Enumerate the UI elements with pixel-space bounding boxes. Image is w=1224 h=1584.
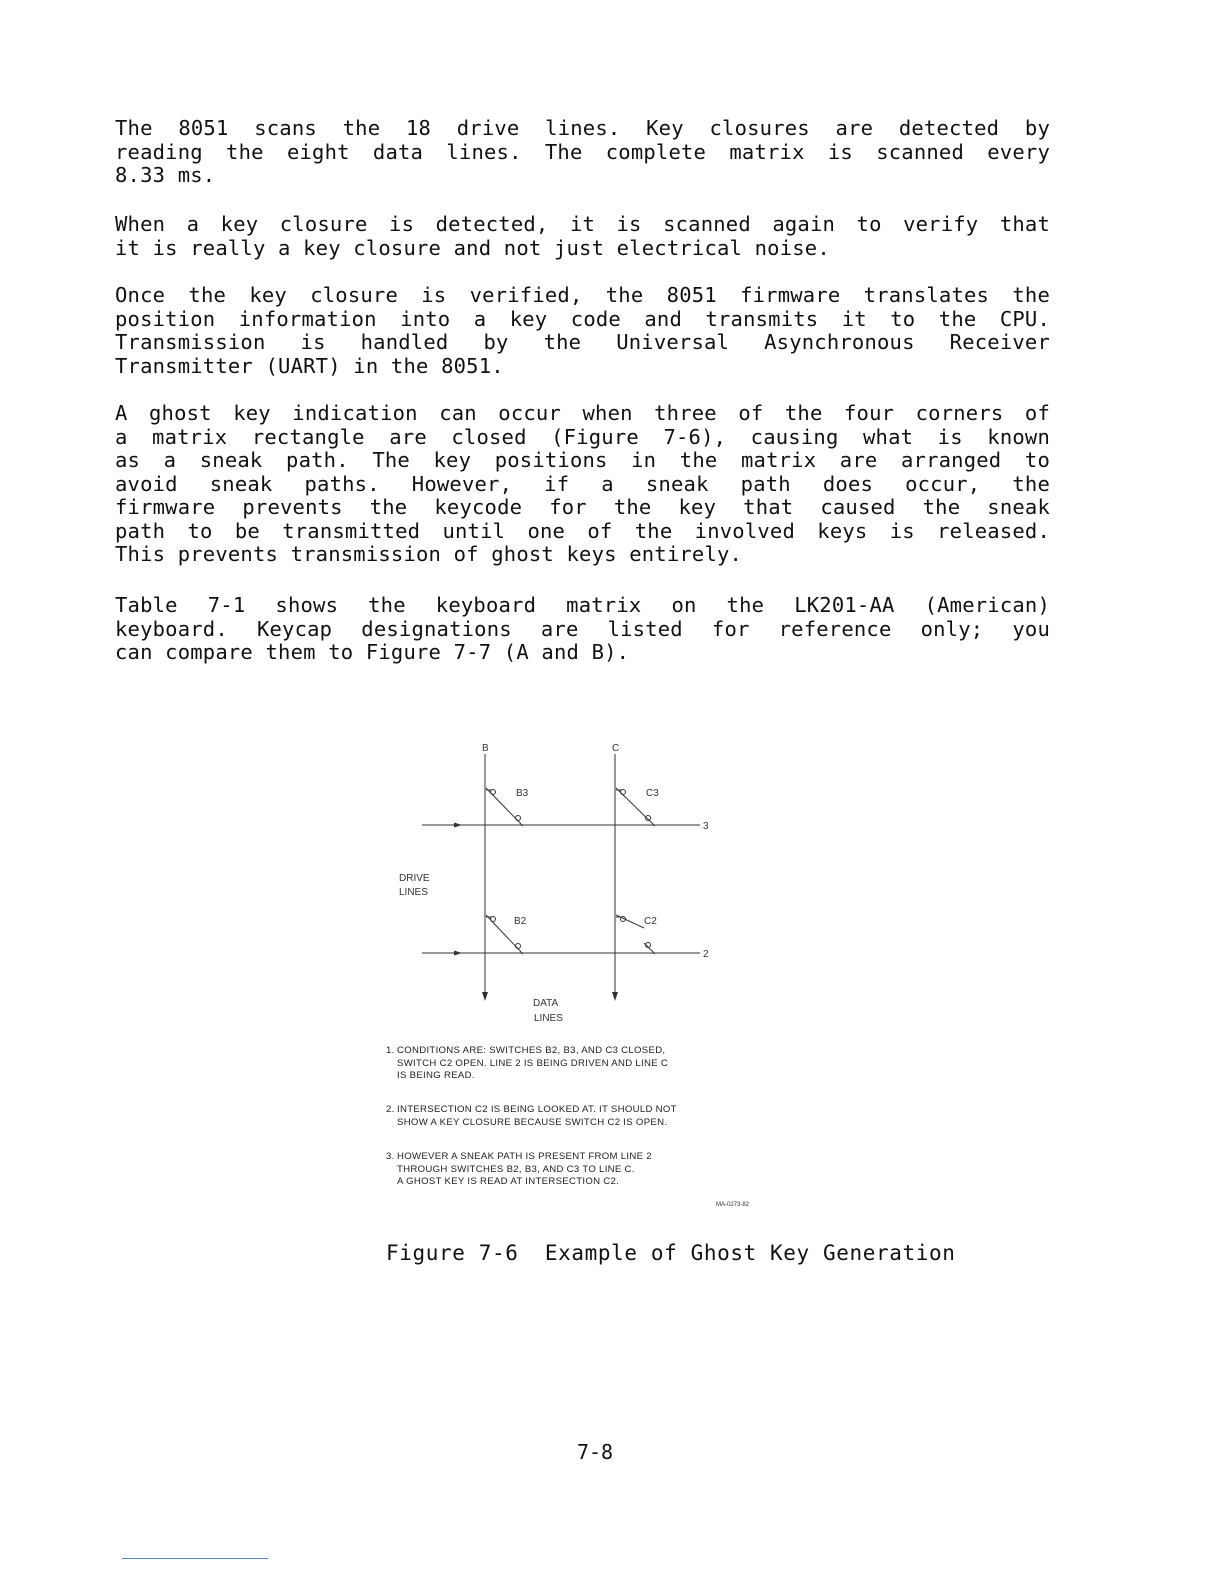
note-line: INTERSECTION C2 IS BEING LOOKED AT. IT SHOULD NOT xyxy=(397,1104,677,1115)
paragraph-4 xyxy=(115,402,1050,567)
matrix-schematic xyxy=(380,738,800,1038)
ghost-key-diagram xyxy=(380,738,800,1218)
note-number: 3. xyxy=(386,1151,395,1162)
note-line: SHOW A KEY CLOSURE BECAUSE SWITCH C2 IS OPEN. xyxy=(397,1116,668,1128)
switch-label-c3: C3 xyxy=(646,788,659,799)
note-line: SWITCH C2 OPEN. LINE 2 IS BEING DRIVEN AND LINE C xyxy=(397,1057,669,1069)
paragraph-5 xyxy=(115,594,1050,665)
drive-label-line2: LINES xyxy=(399,887,428,898)
row-label-2: 2 xyxy=(703,949,709,960)
footer-rule xyxy=(122,1558,268,1559)
text-line: A ghost key indication can occur when three of the four corners of xyxy=(115,401,1050,425)
switch-label-b3: B3 xyxy=(516,788,529,799)
column-label-c: C xyxy=(612,743,620,754)
note-line: HOWEVER A SNEAK PATH IS PRESENT FROM LINE 2 xyxy=(397,1151,652,1162)
switch-label-b2: B2 xyxy=(514,916,527,927)
page-number: 7-8 xyxy=(576,1440,614,1464)
note-line: CONDITIONS ARE: SWITCHES B2, B3, AND C3 CLOSED, xyxy=(397,1045,666,1056)
text-line: keyboard. Keycap designations are listed for reference only; you xyxy=(115,616,1050,641)
note-line: A GHOST KEY IS READ AT INTERSECTION C2. xyxy=(397,1176,620,1187)
text-line: Transmitter (UART) in the 8051. xyxy=(115,353,504,378)
text-line: This prevents transmission of ghost keys entirely. xyxy=(115,542,743,566)
paragraph-2 xyxy=(115,213,1050,260)
switch-label-c2: C2 xyxy=(644,916,657,927)
text-line: When a key closure is detected, it is scanned again to verify that xyxy=(115,212,1050,236)
text-line: a matrix rectangle are closed (Figure 7-6), causing what is known xyxy=(115,424,1050,449)
text-line: avoid sneak paths. However, if a sneak path does occur, the xyxy=(115,471,1050,496)
text-line: as a sneak path. The key positions in the matrix are arranged to xyxy=(115,448,1050,472)
figure-note-3 xyxy=(386,1151,786,1189)
text-line: Once the key closure is verified, the 8051 firmware translates the xyxy=(115,283,1050,307)
text-line: Transmission is handled by the Universal Asynchronous Receiver xyxy=(115,330,1050,354)
text-line: position information into a key code and transmits it to the CPU. xyxy=(115,306,1050,331)
column-label-b: B xyxy=(482,743,489,754)
note-line: IS BEING READ. xyxy=(397,1070,475,1081)
text-line: 8.33 ms. xyxy=(115,163,216,187)
row-label-3: 3 xyxy=(703,821,709,832)
text-line: it is really a key closure and not just electrical noise. xyxy=(115,235,830,260)
text-line: can compare them to Figure 7-7 (A and B). xyxy=(115,640,630,664)
text-line: reading the eight data lines. The complete matrix is scanned every xyxy=(115,139,1050,164)
figure-code: MA-0273-82 xyxy=(716,1202,750,1208)
data-label-line1: DATA xyxy=(533,998,559,1009)
figure-note-1 xyxy=(386,1045,786,1083)
note-number: 2. xyxy=(386,1104,395,1115)
figure-note-2 xyxy=(386,1104,786,1129)
text-line: Table 7-1 shows the keyboard matrix on the LK201-AA (American) xyxy=(115,593,1050,617)
data-label-line2: LINES xyxy=(534,1013,563,1024)
figure-caption: Figure 7-6 Example of Ghost Key Generation xyxy=(386,1241,956,1265)
note-line: THROUGH SWITCHES B2, B3, AND C3 TO LINE C. xyxy=(397,1163,635,1175)
text-line: path to be transmitted until one of the involved keys is released. xyxy=(115,518,1050,543)
paragraph-1 xyxy=(115,117,1050,188)
text-line: The 8051 scans the 18 drive lines. Key closures are detected by xyxy=(115,116,1050,140)
note-number: 1. xyxy=(386,1045,395,1056)
text-line: firmware prevents the keycode for the key that caused the sneak xyxy=(115,495,1050,519)
drive-label-line1: DRIVE xyxy=(399,873,430,884)
paragraph-3 xyxy=(115,284,1050,378)
